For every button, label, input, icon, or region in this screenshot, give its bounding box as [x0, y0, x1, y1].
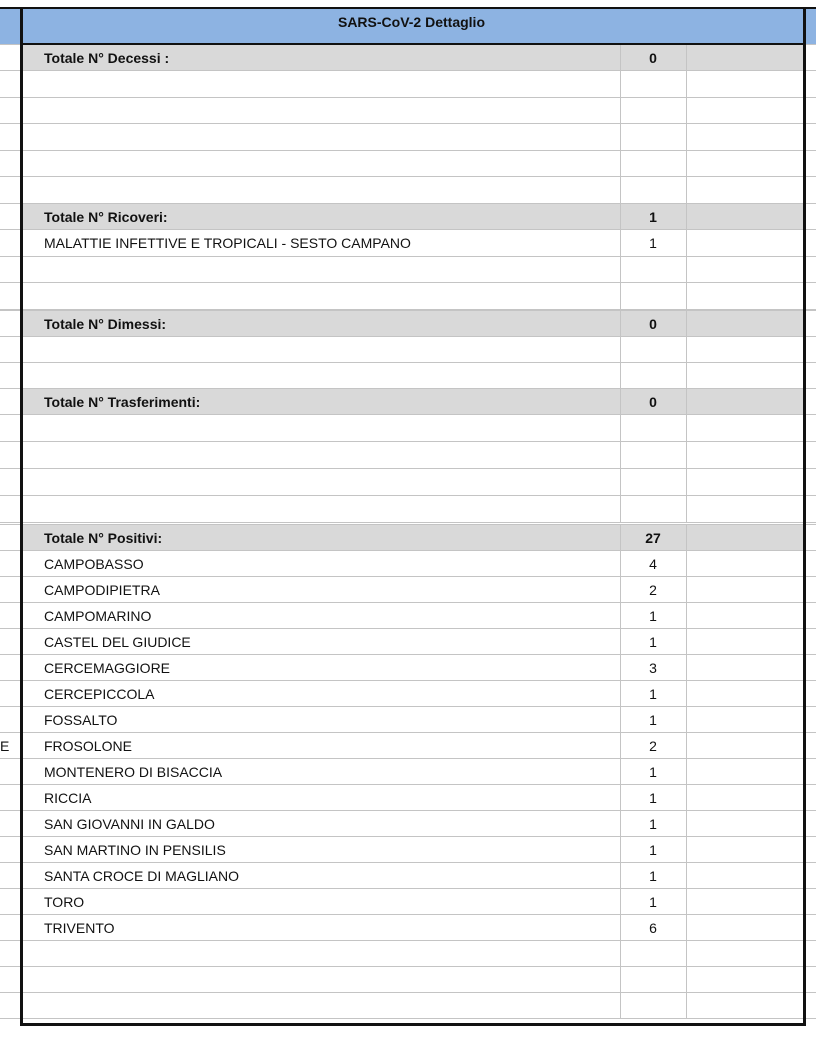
list-item-count: 1: [649, 842, 657, 858]
col-divider: [620, 524, 621, 550]
col-divider: [686, 758, 687, 784]
list-item-name: SAN MARTINO IN PENSILIS: [44, 842, 226, 858]
list-item-count: 1: [649, 712, 657, 728]
list-item-count: 1: [649, 634, 657, 650]
col-divider: [620, 468, 621, 495]
list-item-name: CAMPODIPIETRA: [44, 582, 160, 598]
row-divider: [0, 888, 816, 889]
row-divider: [0, 836, 816, 837]
col-divider: [620, 940, 621, 966]
list-item-name: MALATTIE INFETTIVE E TROPICALI - SESTO CAMPANO: [44, 235, 411, 251]
table-bottom-border: [20, 1023, 806, 1026]
section-total-positivi: 27: [645, 530, 661, 546]
col-divider: [686, 810, 687, 836]
left-column-fragment: E: [0, 738, 10, 754]
row-divider: [0, 706, 816, 707]
col-divider: [620, 414, 621, 441]
col-divider: [620, 282, 621, 309]
list-item-count: 1: [649, 790, 657, 806]
row-divider: [0, 362, 816, 363]
row-divider: [0, 602, 816, 603]
col-divider: [620, 123, 621, 150]
col-divider: [686, 414, 687, 441]
row-divider: [0, 414, 816, 415]
row-divider: [0, 97, 816, 98]
row-divider: [0, 150, 816, 151]
row-divider: [0, 940, 816, 941]
row-divider: [0, 966, 816, 967]
list-item-count: 1: [649, 868, 657, 884]
row-divider: [0, 758, 816, 759]
list-item-name: SAN GIOVANNI IN GALDO: [44, 816, 215, 832]
col-divider: [620, 44, 621, 70]
col-divider: [686, 654, 687, 680]
list-item-name: CAMPOBASSO: [44, 556, 144, 572]
col-divider: [620, 495, 621, 522]
section-label-ricoveri: Totale N° Ricoveri:: [44, 209, 168, 225]
list-item-count: 1: [649, 816, 657, 832]
col-divider: [620, 388, 621, 414]
col-divider: [686, 550, 687, 576]
col-divider: [620, 150, 621, 177]
col-divider: [686, 862, 687, 888]
row-divider: [0, 70, 816, 71]
col-divider: [686, 282, 687, 309]
list-item-count: 1: [649, 608, 657, 624]
section-label-dimessi: Totale N° Dimessi:: [44, 316, 167, 332]
row-divider: [0, 123, 816, 124]
list-item-count: 1: [649, 894, 657, 910]
row-divider: [0, 256, 816, 257]
row-divider: [0, 524, 816, 525]
col-divider: [686, 576, 687, 602]
row-divider: [0, 282, 816, 283]
col-divider: [686, 176, 687, 203]
col-divider: [620, 70, 621, 97]
col-divider: [686, 888, 687, 914]
col-divider: [686, 966, 687, 992]
col-divider: [686, 256, 687, 283]
col-divider: [686, 732, 687, 758]
col-divider: [686, 70, 687, 97]
section-total-decessi: 0: [649, 50, 657, 66]
row-divider: [0, 176, 816, 177]
col-divider: [620, 441, 621, 468]
row-divider: [0, 576, 816, 577]
table-left-border: [20, 7, 23, 1025]
row-divider: [0, 654, 816, 655]
table-top-border: [0, 7, 816, 9]
col-divider: [686, 784, 687, 810]
list-item-count: 2: [649, 582, 657, 598]
list-item-count: 1: [649, 686, 657, 702]
section-label-positivi: Totale N° Positivi:: [44, 530, 163, 546]
list-item-name: CERCEPICCOLA: [44, 686, 155, 702]
col-divider: [620, 176, 621, 203]
col-divider: [620, 256, 621, 283]
col-divider: [686, 680, 687, 706]
col-divider: [686, 628, 687, 654]
list-item-count: 1: [649, 235, 657, 251]
row-divider: [0, 336, 816, 337]
col-divider: [620, 362, 621, 388]
section-total-dimessi: 0: [649, 316, 657, 332]
sheet-title: SARS-CoV-2 Dettaglio: [337, 14, 485, 30]
list-item-name: MONTENERO DI BISACCIA: [44, 764, 223, 780]
list-item-name: TORO: [44, 894, 85, 910]
col-divider: [686, 992, 687, 1018]
col-divider: [686, 524, 687, 550]
section-label-decessi: Totale N° Decessi :: [44, 50, 170, 66]
row-divider: [0, 862, 816, 863]
table-right-border: [803, 7, 806, 1025]
list-item-name: CAMPOMARINO: [44, 608, 152, 624]
col-divider: [686, 468, 687, 495]
col-divider: [620, 966, 621, 992]
list-item-name: FOSSALTO: [44, 712, 118, 728]
col-divider: [620, 97, 621, 124]
col-divider: [686, 229, 687, 256]
col-divider: [686, 123, 687, 150]
list-item-count: 3: [649, 660, 657, 676]
col-divider: [686, 495, 687, 522]
col-divider: [686, 441, 687, 468]
row-divider: [0, 550, 816, 551]
col-divider: [686, 940, 687, 966]
col-divider: [686, 914, 687, 940]
col-divider: [686, 388, 687, 414]
row-divider: [0, 810, 816, 811]
title-bottom-border: [20, 43, 803, 45]
row-divider: [0, 680, 816, 681]
list-item-count: 2: [649, 738, 657, 754]
row-divider: [0, 495, 816, 496]
row-divider: [0, 914, 816, 915]
row-divider: [0, 203, 816, 204]
col-divider: [686, 336, 687, 362]
col-divider: [686, 203, 687, 229]
list-item-name: RICCIA: [44, 790, 92, 806]
list-item-name: CERCEMAGGIORE: [44, 660, 171, 676]
col-divider: [686, 706, 687, 732]
list-item-count: 6: [649, 920, 657, 936]
row-divider: [0, 522, 816, 523]
row-divider: [0, 310, 816, 311]
col-divider: [686, 97, 687, 124]
col-divider: [620, 992, 621, 1018]
row-divider: [0, 229, 816, 230]
row-divider: [0, 628, 816, 629]
row-divider: [0, 388, 816, 389]
row-divider: [0, 1018, 816, 1019]
section-total-trasferimenti: 0: [649, 394, 657, 410]
list-item-name: CASTEL DEL GIUDICE: [44, 634, 191, 650]
row-divider: [0, 732, 816, 733]
list-item-count: 1: [649, 764, 657, 780]
section-label-trasferimenti: Totale N° Trasferimenti:: [44, 394, 201, 410]
row-divider: [0, 441, 816, 442]
section-total-ricoveri: 1: [649, 209, 657, 225]
col-divider: [686, 836, 687, 862]
list-item-name: FROSOLONE: [44, 738, 132, 754]
col-divider: [686, 44, 687, 70]
row-divider: [0, 468, 816, 469]
col-divider: [686, 310, 687, 336]
list-item-name: TRIVENTO: [44, 920, 115, 936]
row-divider: [0, 992, 816, 993]
col-divider: [620, 310, 621, 336]
row-divider: [0, 784, 816, 785]
list-item-name: SANTA CROCE DI MAGLIANO: [44, 868, 239, 884]
col-divider: [686, 362, 687, 388]
list-item-count: 4: [649, 556, 657, 572]
col-divider: [620, 203, 621, 229]
col-divider: [686, 602, 687, 628]
col-divider: [686, 150, 687, 177]
col-divider: [620, 336, 621, 362]
